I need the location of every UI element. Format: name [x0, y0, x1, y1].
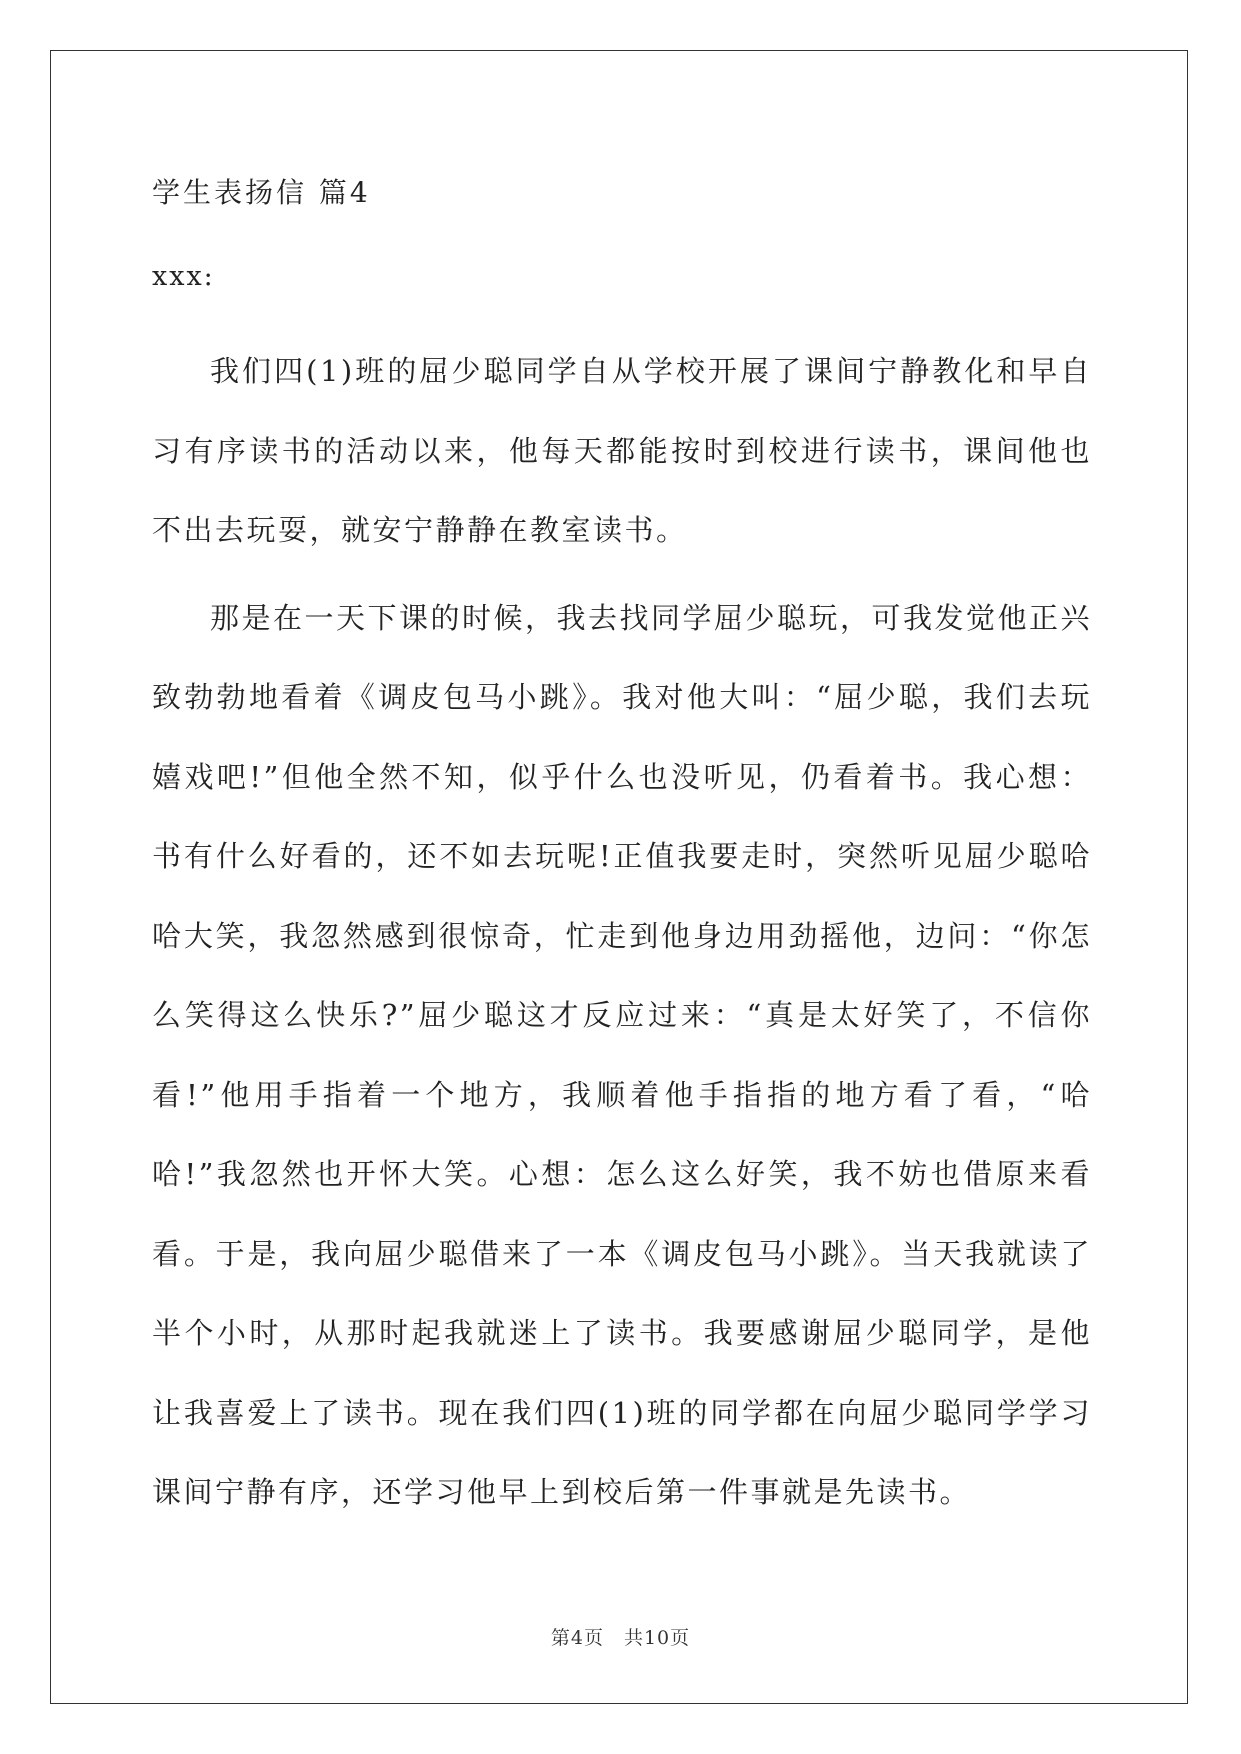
- document-title: 学生表扬信 篇4: [152, 176, 371, 209]
- page-number: 第4页: [550, 1627, 604, 1649]
- salutation: xxx:: [152, 261, 215, 292]
- document-body: [152, 166, 1092, 1533]
- paragraph-1: 我们四(1)班的屈少聪同学自从学校开展了课间宁静教化和早自习有序读书的活动以来，他每天都能按时到校进行读书，课间他也不出去玩耍，就安宁静静在教室读书。: [152, 354, 1092, 547]
- paragraph-2: 那是在一天下课的时候，我去找同学屈少聪玩，可我发觉他正兴致勃勃地看着《调皮包马小跳》。我对他大叫：“屈少聪，我们去玩嬉戏吧!”但他全然不知，似乎什么也没听见，仍看着书。我心想：书有什么好看的，还不如去玩呢!正值我要走时，突然听见屈少聪哈哈大笑，我忽然感到很惊奇，忙走到他身边用劲摇他，边问：“你怎么笑得这么快乐?”屈少聪这才反应过来：“真是太好笑了，不信你看!”他用手指着一个地方，我顺着他手指指的地方看了看，“哈哈!”我忽然也开怀大笑。心想：怎么这么好笑，我不妨也借原来看看。于是，我向屈少聪借来了一本《调皮包马小跳》。当天我就读了半个小时，从那时起我就迷上了读书。我要感谢屈少聪同学，是他让我喜爱上了读书。现在我们四(1)班的同学都在向屈少聪同学学习课间宁静有序，还学习他早上到校后第一件事就是先读书。: [152, 600, 1093, 1509]
- page-footer: [0, 1623, 1241, 1650]
- page-total: 共10页: [623, 1627, 691, 1649]
